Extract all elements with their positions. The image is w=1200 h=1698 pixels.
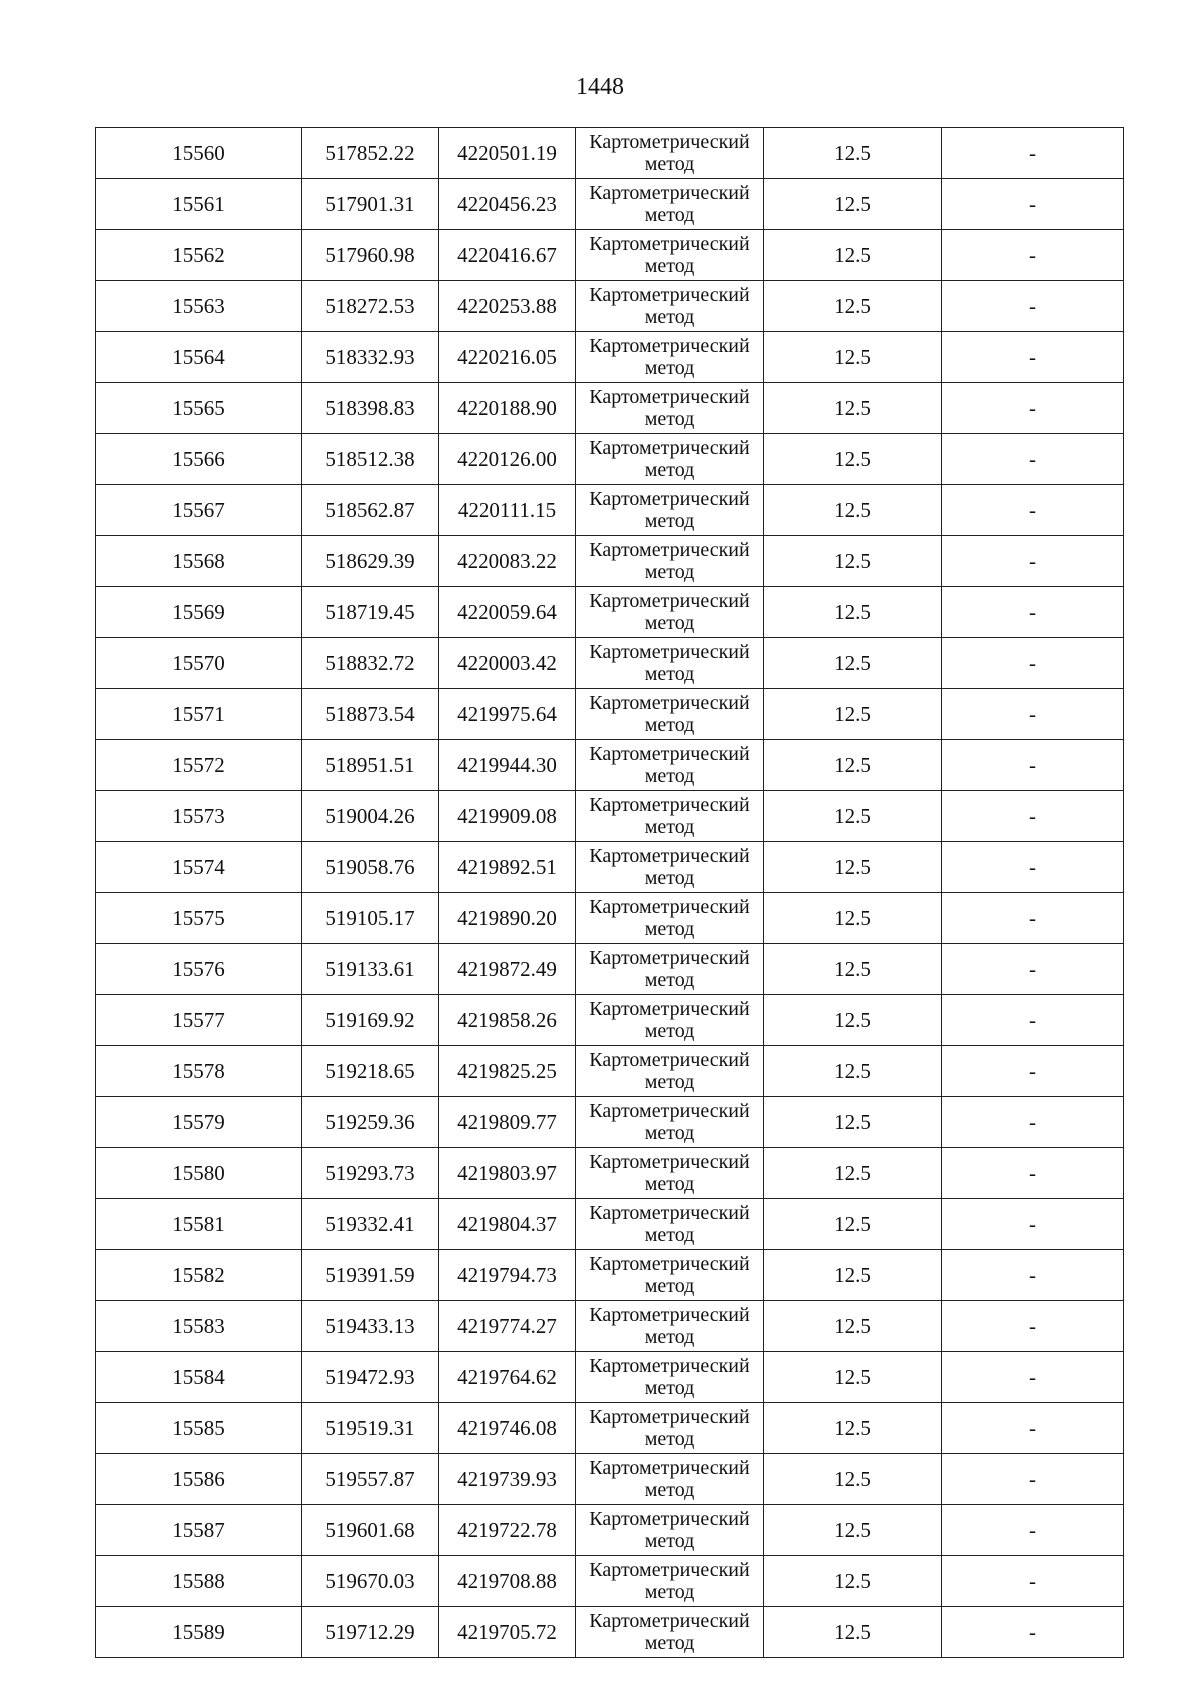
method-cell: [576, 740, 764, 791]
method-line-2: метод: [644, 561, 695, 583]
note-cell: -: [942, 587, 1124, 638]
x-coordinate-cell: 519259.36: [302, 1097, 439, 1148]
point-number-cell: 15564: [96, 332, 302, 383]
table-row: [96, 332, 1124, 383]
point-number-cell: 15587: [96, 1505, 302, 1556]
note-cell: -: [942, 1250, 1124, 1301]
method-line-2: метод: [644, 306, 695, 328]
method-line-1: Картометрический: [589, 1406, 750, 1428]
x-coordinate-cell: 519670.03: [302, 1556, 439, 1607]
x-coordinate-cell: 519004.26: [302, 791, 439, 842]
note-cell: -: [942, 638, 1124, 689]
y-coordinate-cell: 4220111.15: [439, 485, 576, 536]
method-line-1: Картометрический: [589, 1049, 750, 1071]
method-line-1: Картометрический: [589, 1610, 750, 1632]
x-coordinate-cell: 518719.45: [302, 587, 439, 638]
method-cell: [576, 638, 764, 689]
accuracy-cell: 12.5: [764, 1454, 942, 1505]
accuracy-cell: 12.5: [764, 638, 942, 689]
y-coordinate-cell: 4219722.78: [439, 1505, 576, 1556]
table-row: [96, 128, 1124, 179]
accuracy-cell: 12.5: [764, 1403, 942, 1454]
method-cell: [576, 1505, 764, 1556]
table-row: [96, 740, 1124, 791]
method-line-1: Картометрический: [589, 1457, 750, 1479]
table-row: [96, 1250, 1124, 1301]
accuracy-cell: 12.5: [764, 1556, 942, 1607]
method-line-2: метод: [644, 1020, 695, 1042]
method-cell: [576, 893, 764, 944]
method-cell: [576, 1352, 764, 1403]
method-cell: [576, 536, 764, 587]
point-number-cell: 15575: [96, 893, 302, 944]
x-coordinate-cell: 519433.13: [302, 1301, 439, 1352]
method-line-1: Картометрический: [589, 947, 750, 969]
note-cell: -: [942, 689, 1124, 740]
x-coordinate-cell: 519391.59: [302, 1250, 439, 1301]
method-line-1: Картометрический: [589, 692, 750, 714]
point-number-cell: 15577: [96, 995, 302, 1046]
table-row: [96, 1199, 1124, 1250]
x-coordinate-cell: 519293.73: [302, 1148, 439, 1199]
note-cell: -: [942, 281, 1124, 332]
point-number-cell: 15585: [96, 1403, 302, 1454]
page-number: 1448: [576, 74, 624, 100]
y-coordinate-cell: 4220126.00: [439, 434, 576, 485]
y-coordinate-cell: 4220216.05: [439, 332, 576, 383]
y-coordinate-cell: 4219746.08: [439, 1403, 576, 1454]
method-line-2: метод: [644, 1173, 695, 1195]
y-coordinate-cell: 4219803.97: [439, 1148, 576, 1199]
x-coordinate-cell: 519218.65: [302, 1046, 439, 1097]
accuracy-cell: 12.5: [764, 434, 942, 485]
method-cell: [576, 944, 764, 995]
method-cell: [576, 179, 764, 230]
table-row: [96, 230, 1124, 281]
method-line-2: метод: [644, 1122, 695, 1144]
note-cell: -: [942, 536, 1124, 587]
y-coordinate-cell: 4219975.64: [439, 689, 576, 740]
y-coordinate-cell: 4219892.51: [439, 842, 576, 893]
method-line-1: Картометрический: [589, 845, 750, 867]
method-line-2: метод: [644, 612, 695, 634]
y-coordinate-cell: 4220188.90: [439, 383, 576, 434]
accuracy-cell: 12.5: [764, 1250, 942, 1301]
method-line-2: метод: [644, 1275, 695, 1297]
method-line-1: Картометрический: [589, 998, 750, 1020]
note-cell: -: [942, 1556, 1124, 1607]
x-coordinate-cell: 518512.38: [302, 434, 439, 485]
method-cell: [576, 1607, 764, 1658]
point-number-cell: 15568: [96, 536, 302, 587]
point-number-cell: 15579: [96, 1097, 302, 1148]
point-number-cell: 15572: [96, 740, 302, 791]
point-number-cell: 15562: [96, 230, 302, 281]
note-cell: -: [942, 1352, 1124, 1403]
method-line-1: Картометрический: [589, 131, 750, 153]
method-line-2: метод: [644, 459, 695, 481]
point-number-cell: 15582: [96, 1250, 302, 1301]
table-row: [96, 1301, 1124, 1352]
table-row: [96, 944, 1124, 995]
note-cell: -: [942, 740, 1124, 791]
point-number-cell: 15569: [96, 587, 302, 638]
note-cell: -: [942, 893, 1124, 944]
note-cell: -: [942, 179, 1124, 230]
accuracy-cell: 12.5: [764, 1505, 942, 1556]
method-line-2: метод: [644, 765, 695, 787]
method-cell: [576, 281, 764, 332]
y-coordinate-cell: 4220083.22: [439, 536, 576, 587]
method-cell: [576, 383, 764, 434]
method-line-1: Картометрический: [589, 437, 750, 459]
y-coordinate-cell: 4220416.67: [439, 230, 576, 281]
accuracy-cell: 12.5: [764, 1199, 942, 1250]
y-coordinate-cell: 4219794.73: [439, 1250, 576, 1301]
y-coordinate-cell: 4219764.62: [439, 1352, 576, 1403]
point-number-cell: 15576: [96, 944, 302, 995]
note-cell: -: [942, 995, 1124, 1046]
accuracy-cell: 12.5: [764, 281, 942, 332]
note-cell: -: [942, 485, 1124, 536]
method-cell: [576, 485, 764, 536]
point-number-cell: 15574: [96, 842, 302, 893]
point-number-cell: 15580: [96, 1148, 302, 1199]
y-coordinate-cell: 4219705.72: [439, 1607, 576, 1658]
y-coordinate-cell: 4220456.23: [439, 179, 576, 230]
method-line-2: метод: [644, 1632, 695, 1654]
table-row: [96, 485, 1124, 536]
y-coordinate-cell: 4219825.25: [439, 1046, 576, 1097]
method-line-1: Картометрический: [589, 743, 750, 765]
note-cell: -: [942, 230, 1124, 281]
method-line-2: метод: [644, 714, 695, 736]
coordinates-table: [95, 127, 1124, 1658]
table-row: [96, 1607, 1124, 1658]
note-cell: -: [942, 383, 1124, 434]
x-coordinate-cell: 517960.98: [302, 230, 439, 281]
note-cell: -: [942, 1403, 1124, 1454]
table-row: [96, 791, 1124, 842]
y-coordinate-cell: 4219708.88: [439, 1556, 576, 1607]
x-coordinate-cell: 519105.17: [302, 893, 439, 944]
method-line-2: метод: [644, 1581, 695, 1603]
point-number-cell: 15567: [96, 485, 302, 536]
table-row: [96, 587, 1124, 638]
y-coordinate-cell: 4219944.30: [439, 740, 576, 791]
method-cell: [576, 1556, 764, 1607]
point-number-cell: 15570: [96, 638, 302, 689]
method-line-1: Картометрический: [589, 641, 750, 663]
method-cell: [576, 1097, 764, 1148]
method-line-1: Картометрический: [589, 386, 750, 408]
point-number-cell: 15566: [96, 434, 302, 485]
x-coordinate-cell: 519712.29: [302, 1607, 439, 1658]
x-coordinate-cell: 518832.72: [302, 638, 439, 689]
method-line-1: Картометрический: [589, 1355, 750, 1377]
method-line-1: Картометрический: [589, 896, 750, 918]
accuracy-cell: 12.5: [764, 1148, 942, 1199]
note-cell: -: [942, 1097, 1124, 1148]
table-row: [96, 1556, 1124, 1607]
x-coordinate-cell: 519169.92: [302, 995, 439, 1046]
method-cell: [576, 1250, 764, 1301]
accuracy-cell: 12.5: [764, 179, 942, 230]
accuracy-cell: 12.5: [764, 1046, 942, 1097]
x-coordinate-cell: 518272.53: [302, 281, 439, 332]
method-line-1: Картометрический: [589, 335, 750, 357]
point-number-cell: 15584: [96, 1352, 302, 1403]
method-line-1: Картометрический: [589, 233, 750, 255]
y-coordinate-cell: 4219890.20: [439, 893, 576, 944]
y-coordinate-cell: 4220059.64: [439, 587, 576, 638]
method-line-2: метод: [644, 1530, 695, 1552]
method-line-2: метод: [644, 408, 695, 430]
x-coordinate-cell: 519519.31: [302, 1403, 439, 1454]
table-row: [96, 1454, 1124, 1505]
method-cell: [576, 230, 764, 281]
point-number-cell: 15561: [96, 179, 302, 230]
method-cell: [576, 1199, 764, 1250]
y-coordinate-cell: 4219872.49: [439, 944, 576, 995]
point-number-cell: 15560: [96, 128, 302, 179]
x-coordinate-cell: 519332.41: [302, 1199, 439, 1250]
y-coordinate-cell: 4220501.19: [439, 128, 576, 179]
x-coordinate-cell: 518951.51: [302, 740, 439, 791]
accuracy-cell: 12.5: [764, 689, 942, 740]
accuracy-cell: 12.5: [764, 536, 942, 587]
method-cell: [576, 995, 764, 1046]
table-row: [96, 638, 1124, 689]
method-line-1: Картометрический: [589, 1253, 750, 1275]
table-row: [96, 1505, 1124, 1556]
method-line-2: метод: [644, 663, 695, 685]
method-line-2: метод: [644, 1326, 695, 1348]
method-cell: [576, 128, 764, 179]
method-cell: [576, 842, 764, 893]
coordinates-table-body: [96, 128, 1124, 1658]
accuracy-cell: 12.5: [764, 332, 942, 383]
x-coordinate-cell: 519133.61: [302, 944, 439, 995]
note-cell: -: [942, 434, 1124, 485]
table-row: [96, 536, 1124, 587]
accuracy-cell: 12.5: [764, 230, 942, 281]
table-row: [96, 842, 1124, 893]
method-line-1: Картометрический: [589, 539, 750, 561]
method-line-1: Картометрический: [589, 1100, 750, 1122]
x-coordinate-cell: 517852.22: [302, 128, 439, 179]
accuracy-cell: 12.5: [764, 1301, 942, 1352]
table-row: [96, 1148, 1124, 1199]
method-line-1: Картометрический: [589, 1559, 750, 1581]
method-line-2: метод: [644, 1428, 695, 1450]
method-line-1: Картометрический: [589, 1151, 750, 1173]
point-number-cell: 15578: [96, 1046, 302, 1097]
table-row: [96, 281, 1124, 332]
note-cell: -: [942, 1046, 1124, 1097]
y-coordinate-cell: 4219809.77: [439, 1097, 576, 1148]
table-row: [96, 893, 1124, 944]
note-cell: -: [942, 791, 1124, 842]
note-cell: -: [942, 842, 1124, 893]
method-line-1: Картометрический: [589, 794, 750, 816]
point-number-cell: 15589: [96, 1607, 302, 1658]
y-coordinate-cell: 4219858.26: [439, 995, 576, 1046]
note-cell: -: [942, 332, 1124, 383]
y-coordinate-cell: 4219804.37: [439, 1199, 576, 1250]
method-cell: [576, 434, 764, 485]
accuracy-cell: 12.5: [764, 893, 942, 944]
x-coordinate-cell: 519058.76: [302, 842, 439, 893]
method-line-2: метод: [644, 153, 695, 175]
table-row: [96, 689, 1124, 740]
method-cell: [576, 1148, 764, 1199]
method-line-2: метод: [644, 204, 695, 226]
y-coordinate-cell: 4220003.42: [439, 638, 576, 689]
method-cell: [576, 1301, 764, 1352]
x-coordinate-cell: 519472.93: [302, 1352, 439, 1403]
y-coordinate-cell: 4219739.93: [439, 1454, 576, 1505]
point-number-cell: 15565: [96, 383, 302, 434]
note-cell: -: [942, 1505, 1124, 1556]
accuracy-cell: 12.5: [764, 791, 942, 842]
accuracy-cell: 12.5: [764, 383, 942, 434]
method-line-2: метод: [644, 867, 695, 889]
accuracy-cell: 12.5: [764, 128, 942, 179]
method-line-2: метод: [644, 1071, 695, 1093]
table-row: [96, 383, 1124, 434]
table-row: [96, 179, 1124, 230]
point-number-cell: 15586: [96, 1454, 302, 1505]
method-cell: [576, 1403, 764, 1454]
note-cell: -: [942, 1607, 1124, 1658]
method-line-2: метод: [644, 816, 695, 838]
y-coordinate-cell: 4219909.08: [439, 791, 576, 842]
method-cell: [576, 791, 764, 842]
table-row: [96, 1097, 1124, 1148]
method-line-1: Картометрический: [589, 1202, 750, 1224]
point-number-cell: 15571: [96, 689, 302, 740]
point-number-cell: 15573: [96, 791, 302, 842]
x-coordinate-cell: 518629.39: [302, 536, 439, 587]
accuracy-cell: 12.5: [764, 740, 942, 791]
method-line-1: Картометрический: [589, 488, 750, 510]
method-line-1: Картометрический: [589, 182, 750, 204]
y-coordinate-cell: 4219774.27: [439, 1301, 576, 1352]
x-coordinate-cell: 517901.31: [302, 179, 439, 230]
accuracy-cell: 12.5: [764, 587, 942, 638]
note-cell: -: [942, 128, 1124, 179]
method-line-2: метод: [644, 1377, 695, 1399]
x-coordinate-cell: 518562.87: [302, 485, 439, 536]
point-number-cell: 15583: [96, 1301, 302, 1352]
accuracy-cell: 12.5: [764, 485, 942, 536]
accuracy-cell: 12.5: [764, 995, 942, 1046]
point-number-cell: 15588: [96, 1556, 302, 1607]
method-cell: [576, 689, 764, 740]
note-cell: -: [942, 1301, 1124, 1352]
x-coordinate-cell: 519557.87: [302, 1454, 439, 1505]
x-coordinate-cell: 519601.68: [302, 1505, 439, 1556]
table-row: [96, 1352, 1124, 1403]
method-line-1: Картометрический: [589, 1508, 750, 1530]
method-line-2: метод: [644, 255, 695, 277]
method-line-1: Картометрический: [589, 284, 750, 306]
table-row: [96, 995, 1124, 1046]
note-cell: -: [942, 944, 1124, 995]
x-coordinate-cell: 518873.54: [302, 689, 439, 740]
method-cell: [576, 332, 764, 383]
method-line-2: метод: [644, 357, 695, 379]
x-coordinate-cell: 518398.83: [302, 383, 439, 434]
note-cell: -: [942, 1454, 1124, 1505]
note-cell: -: [942, 1148, 1124, 1199]
accuracy-cell: 12.5: [764, 1352, 942, 1403]
method-line-2: метод: [644, 1479, 695, 1501]
table-row: [96, 1403, 1124, 1454]
point-number-cell: 15581: [96, 1199, 302, 1250]
method-line-2: метод: [644, 969, 695, 991]
method-cell: [576, 587, 764, 638]
method-line-2: метод: [644, 510, 695, 532]
point-number-cell: 15563: [96, 281, 302, 332]
method-cell: [576, 1046, 764, 1097]
accuracy-cell: 12.5: [764, 1097, 942, 1148]
table-row: [96, 434, 1124, 485]
note-cell: -: [942, 1199, 1124, 1250]
method-line-2: метод: [644, 1224, 695, 1246]
x-coordinate-cell: 518332.93: [302, 332, 439, 383]
y-coordinate-cell: 4220253.88: [439, 281, 576, 332]
accuracy-cell: 12.5: [764, 842, 942, 893]
method-cell: [576, 1454, 764, 1505]
accuracy-cell: 12.5: [764, 944, 942, 995]
table-row: [96, 1046, 1124, 1097]
method-line-1: Картометрический: [589, 590, 750, 612]
method-line-2: метод: [644, 918, 695, 940]
accuracy-cell: 12.5: [764, 1607, 942, 1658]
method-line-1: Картометрический: [589, 1304, 750, 1326]
